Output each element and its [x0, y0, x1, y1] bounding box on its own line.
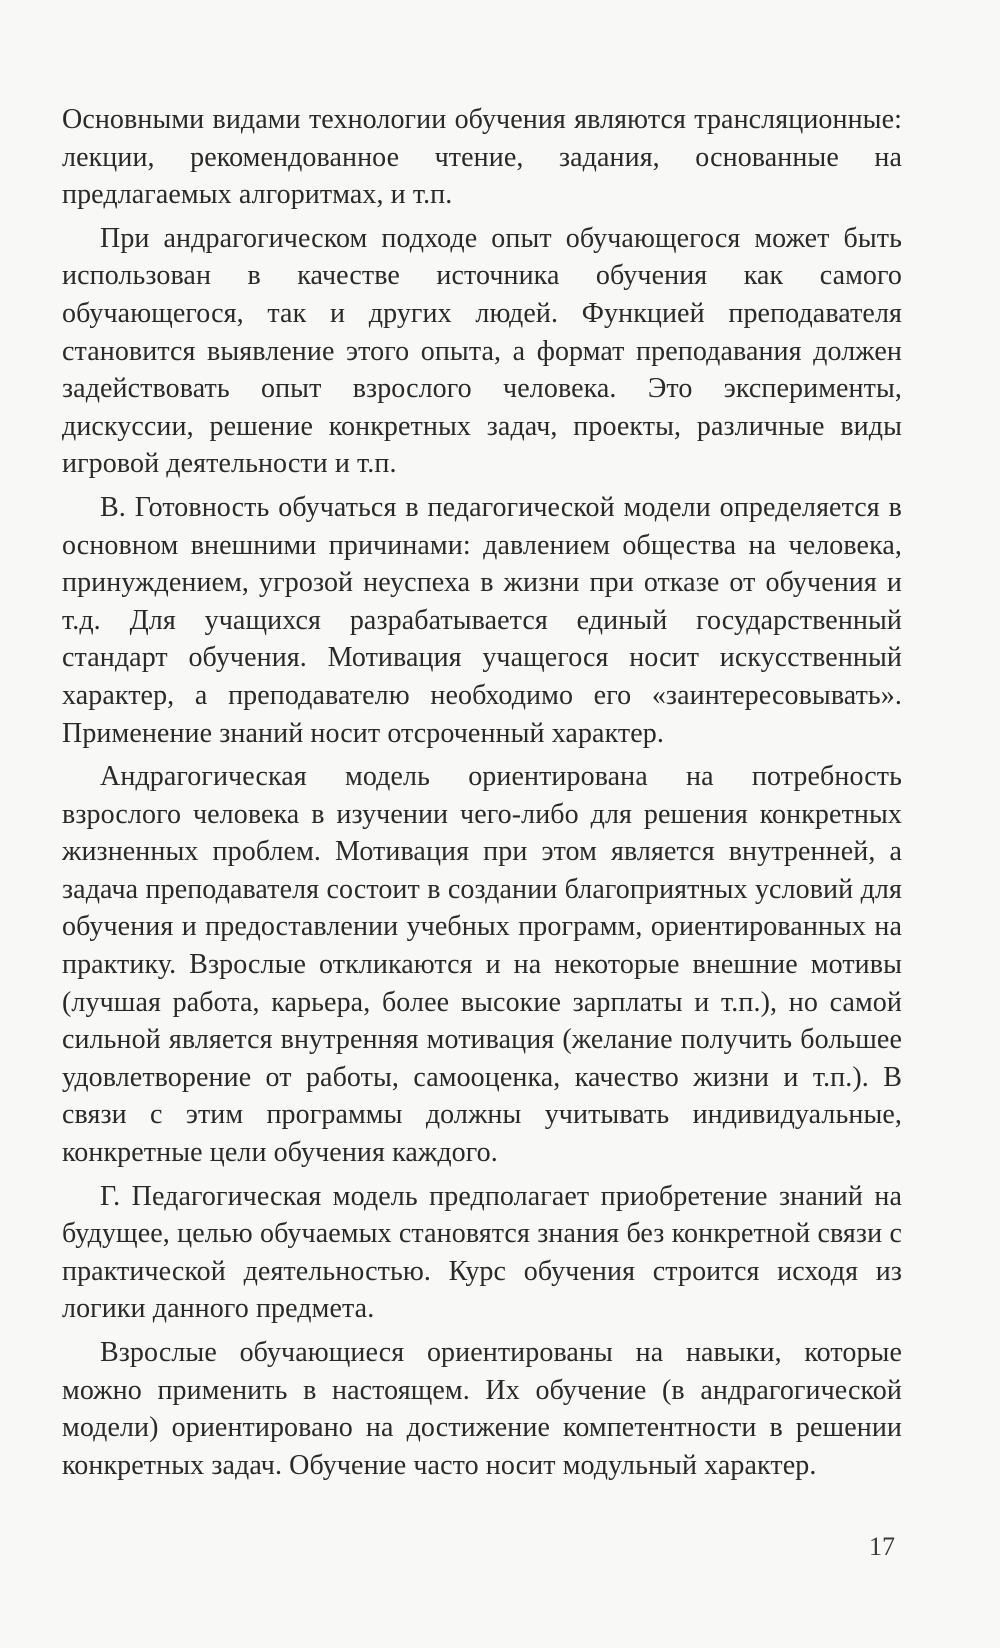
paragraph-1: Основными видами технологии обучения являются трансляционные: лекции, рекомендованное чтение, задания, основанные на предлагаемых алгоритмах, и т.п.: [62, 104, 902, 211]
paragraph-2: При андрагогическом подходе опыт обучающегося может быть использован в качестве источника обучения как самого обучающегося, так и других людей. Функцией преподавателя становится выявление этого опыта, а формат преподавания должен задействовать опыт взрослого человека. Это эксперименты, дискуссии, решение конкретных задач, проекты, различные виды игровой деятельности и т.п.: [62, 222, 902, 480]
paragraph-6: Взрослые обучающиеся ориентированы на навыки, которые можно применить в настоящем. Их обучение (в андрагогической модели) ориентировано на достижение компетентности в решении конкретных задач. Обучение часто носит модульный характер.: [62, 1337, 902, 1481]
page-number: 17: [869, 1532, 895, 1561]
paragraph-3: В. Готовность обучаться в педагогической модели определяется в основном внешними причинами: давлением общества на человека, принуждением, угрозой неуспеха в жизни при отказе от обучения и т.д. Для учащихся разрабатывается единый государственный стандарт обучения. Мотивация учащегося носит искусственный характер, а преподавателю необходимо его «заинтересовывать». Применение знаний носит отсроченный характер.: [62, 491, 902, 749]
body-text: [62, 101, 902, 1490]
paragraph-5: Г. Педагогическая модель предполагает приобретение знаний на будущее, целью обучаемых становятся знания без конкретной связи с практической деятельностью. Курс обучения строится исходя из логики данного предмета.: [62, 1180, 902, 1325]
paragraph-4: Андрагогическая модель ориентирована на потребность взрослого человека в изучении чего-либо для решения конкретных жизненных проблем. Мотивация при этом является внутренней, а задача преподавателя состоит в создании благоприятных условий для обучения и предоставлении учебных программ, ориентированных на практику. Взрослые откликаются и на некоторые внешние мотивы (лучшая работа, карьера, более высокие зарплаты и т.п.), но самой сильной является внутренняя мотивация (желание получить большее удовлетворение от работы, самооценка, качество жизни и т.п.). В связи с этим программы должны учитывать индивидуальные, конкретные цели обучения каждого.: [62, 761, 902, 1169]
